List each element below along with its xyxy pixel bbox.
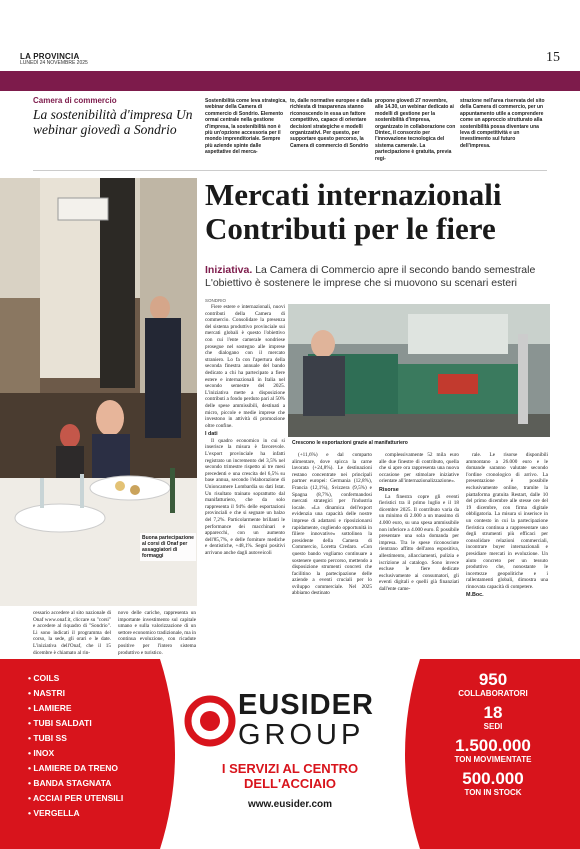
article-lead: [205, 264, 565, 290]
box-column-1: Sostenibilità come leva strategica, webinar della Camera di commercio di Sondrio. Elemento ormai centrale nella gestione d'impresa, la sostenibilità non è più un'opzione accessoria per il mondo imprenditoriale. Sempre più aziende spinte dalle aspettative del merca-: [205, 98, 287, 156]
ad-url[interactable]: www.eusider.com: [247, 799, 333, 810]
product-item: • LAMIERE DA TRENO: [28, 763, 119, 773]
product-item: • BANDA STAGNATA: [28, 778, 112, 788]
page-number: 15: [546, 50, 560, 65]
paragraph: Fiere estere e internazionali, nuovi contributi della Camera di commercio. Consolidare la presenza del sistema produttivo provinciale sui mercati globali è questo l'obiettivo con cui l'ente camerale sondriese prosegue nel sostegno alle imprese che dialogano con il mercato straniero. Lo fa con l'apertura della seconda finestra annuale del bando dedicato a chi ha partecipato a fiere estere e internazionali in Italia nel secondo semestre del 2025. L'iniziativa mette a disposizione contributi a fondo perduto pari al 50% delle spese ammissibili, destinati a micro, piccole e medie imprese che investono in attività di promozione oltre confine.: [205, 304, 285, 429]
factory-photo: [288, 304, 550, 437]
article-column-2: [292, 452, 372, 599]
box-column-4: strazione nell'area riservata del sito della Camera di commercio, per un appuntamento utile a comprendere come un approccio strutturato alla sostenibilità possa diventare una leva di competitività e un investimento sul futuro dell'impresa.: [460, 98, 545, 149]
article-column-4: [466, 452, 548, 599]
stat-number: 18: [483, 703, 503, 722]
product-item: • NASTRI: [28, 688, 65, 698]
article-column-1: [205, 304, 285, 559]
stats-block: [418, 671, 568, 803]
stat-number: 500.000: [462, 769, 524, 788]
stat-item: [418, 704, 568, 731]
subhead-risorse: Risorse: [379, 486, 399, 493]
product-list: [28, 671, 123, 821]
product-item: • VERGELLA: [28, 808, 80, 818]
stat-number: 1.500.000: [455, 736, 531, 755]
stat-label: TON MOVIMENTATE: [454, 755, 532, 764]
issue-date: LUNEDÌ 24 NOVEMBRE 2025: [20, 60, 88, 66]
box-kicker: Camera di commercio: [33, 96, 117, 105]
paragraph: complessivamente 52 mila euro alle due finestre di contributo, quella che si apre ora rappresenta una nuova occasione per stimolare iniziative orientate all'internazionalizzazione».: [379, 452, 459, 485]
paragraph: La finestra copre gli eventi fieristici tra il primo luglio e il 18 dicembre 2025. Il contributo varia da un minimo di 2.000 a un massimo di 4.000 euro, su una spesa ammissibile non inferiore a 4.000 euro. È possibile presentare una sola domanda per impresa. Tra le spese riconosciute rientrano affitto dell'area espositiva, allestimento, allacciamenti, pulizia e iscrizione al catalogo. Sono invece escluse le fiere dedicate esclusivamente ai consumatori, gli eventi digitali e quelli già finanziati dall'ente came-: [379, 493, 459, 592]
stat-label: COLLABORATORI: [458, 689, 528, 698]
paragraph: Il quadro economico in cui si inserisce la misura è favorevole. L'export provinciale ha infatti registrato un incremento del 3,5% nel secondo trimestre rispetto ai tre mesi precedenti e una crescita del 6,5% su base annua, secondo l'elaborazione di Unioncamere Lombardia su dati Istat. Un risultato trainato soprattutto dal manifatturiero, che da solo rappresenta il 94% delle esportazioni provinciali e che si segnare un balzo del 7,2%. Particolarmente brillanti le performance dei macchinari e apparecchi, con un aumento dell'85,7%, e delle forniture mediche e dentistiche, +48,1%. Segni positivi arrivano anche dagli autoveicoli: [205, 437, 285, 556]
photo-caption-mid: Crescono le esportazioni grazie al manifatturiero: [292, 440, 408, 446]
product-item: • TUBI SS: [28, 733, 67, 743]
product-item: • COILS: [28, 673, 60, 683]
onaf-column-1: cessario accedere al sito nazionale di Onaf www.onaf.it, cliccare su "corsi" e accedere al riquadro di "Sondrio". Li sono indicati il programma del corso, la sede, gli orari e le date. L'iniziativa dell'Onaf, che il 15 dicembre è chiamato al rin-: [33, 610, 111, 656]
stat-item: [418, 770, 568, 797]
ad-tagline: I SERVIZI AL CENTRO DELL'ACCIAIO: [221, 761, 359, 791]
stat-label: SEDI: [483, 722, 503, 731]
product-item: • ACCIAI PER UTENSILI: [28, 793, 124, 803]
box-column-3: propone giovedì 27 novembre, alle 14.30, un webinar dedicato ai modelli di gestione per la sostenibilità d'impresa, organizzato in collaborazione con Dintec, il consorzio per l'innovazione tecnologica del sistema camerale. La partecipazione è gratuita, previa regi-: [375, 98, 456, 162]
article-headline: Mercati internazionali Contributi per le fiere: [205, 177, 502, 246]
brand-group: GROUP: [238, 719, 365, 751]
stat-label: TON IN STOCK: [464, 788, 522, 797]
product-item: • TUBI SALDATI: [28, 718, 92, 728]
brand-name: EUSIDER: [238, 689, 374, 721]
product-item: • LAMIERE: [28, 703, 72, 713]
divider: [33, 170, 547, 171]
lead-text: La Camera di Commercio apre il secondo bando semestrale L'obiettivo è sostenere le imprese che si muovono su scenari esteri: [205, 264, 536, 289]
stat-item: [418, 737, 568, 764]
paragraph: rale. Le risorse disponibili ammontano a 26.000 euro e le domande saranno valutate secondo l'ordine cronologico di arrivo. La presentazione è possibile esclusivamente online, tramite la piattaforma gratuita Restart, dalle 10 del primo dicembre alle stesse ore del 19 dicembre, con firma digitale obbligatoria. La misura si inserisce in un contesto in cui la partecipazione fieristica continua a rappresentare uno degli strumenti più efficaci per consolidare relazioni commerciali, incontrare buyer internazionali e presidiare mercati in evoluzione. Un aiuto concreto per un tessuto produttivo che, nonostante le incertezze geopolitiche e i rallentamenti globali, dimostra una rinnovata capacità di competere.: [466, 452, 548, 590]
dateline: SONDRIO: [205, 298, 227, 303]
subhead-dati: I dati: [205, 431, 218, 438]
eusider-advertisement[interactable]: [0, 659, 580, 849]
onaf-column-2: novo delle cariche, rappresenta un importante investimento sul capitale umano e sulla valorizzazione di un settore economico tradizionale, ma in continua evoluzione, con ricadute positive per l'intero sistema produttivo e turistico.: [118, 610, 196, 656]
header-band: [0, 71, 580, 91]
box-title: La sostenibilità d'impresa Un webinar giovedì a Sondrio: [33, 107, 193, 137]
newspaper-name: LA PROVINCIA: [20, 52, 80, 61]
paragraph: (+11,6%) e dal comparto alimentare, dove spicca la carne lavorata (+24,8%). Le destinazioni restano concentrate nei principali partner europei: Germania (12,8%), Francia (12,1%), Svizzera (9,5%) e Spagna (8,7%), confermandosi mercati strategici per l'industria locale. «La dinamica dell'export evidenzia una capacità delle nostre imprese di adattarsi e riposizionarsi rapidamente, cogliendo opportunità in filiere innovative» sottolinea la presidente della Camera di Commercio, Loretta Credaro. «Con questo bando vogliamo continuare a sostenere questo percorso, mettendo a disposizione strumenti concreti che facilitino la partecipazione delle aziende a eventi cruciali per lo sviluppo commerciale. Nel 2025 abbiamo destinato: [292, 452, 372, 597]
stat-item: [418, 671, 568, 698]
photo-caption-left: Buona partecipazione al corsi di Onaf per assaggiatori di formaggi: [140, 533, 196, 561]
box-column-2: to, dalle normative europee e dalla richiesta di trasparenza stanno riconoscendo in essa un fattore competitivo, capace di orientare decisioni strategiche e modelli organizzativi. Per questo, per supportare questo percorso, la Camera di commercio di Sondrio: [290, 98, 372, 149]
lead-kicker: Iniziativa.: [205, 264, 253, 276]
author-signature: M.Boc.: [466, 592, 484, 599]
masthead: [20, 52, 560, 66]
product-item: • INOX: [28, 748, 55, 758]
article-column-3: [379, 452, 459, 594]
stat-number: 950: [478, 670, 508, 689]
